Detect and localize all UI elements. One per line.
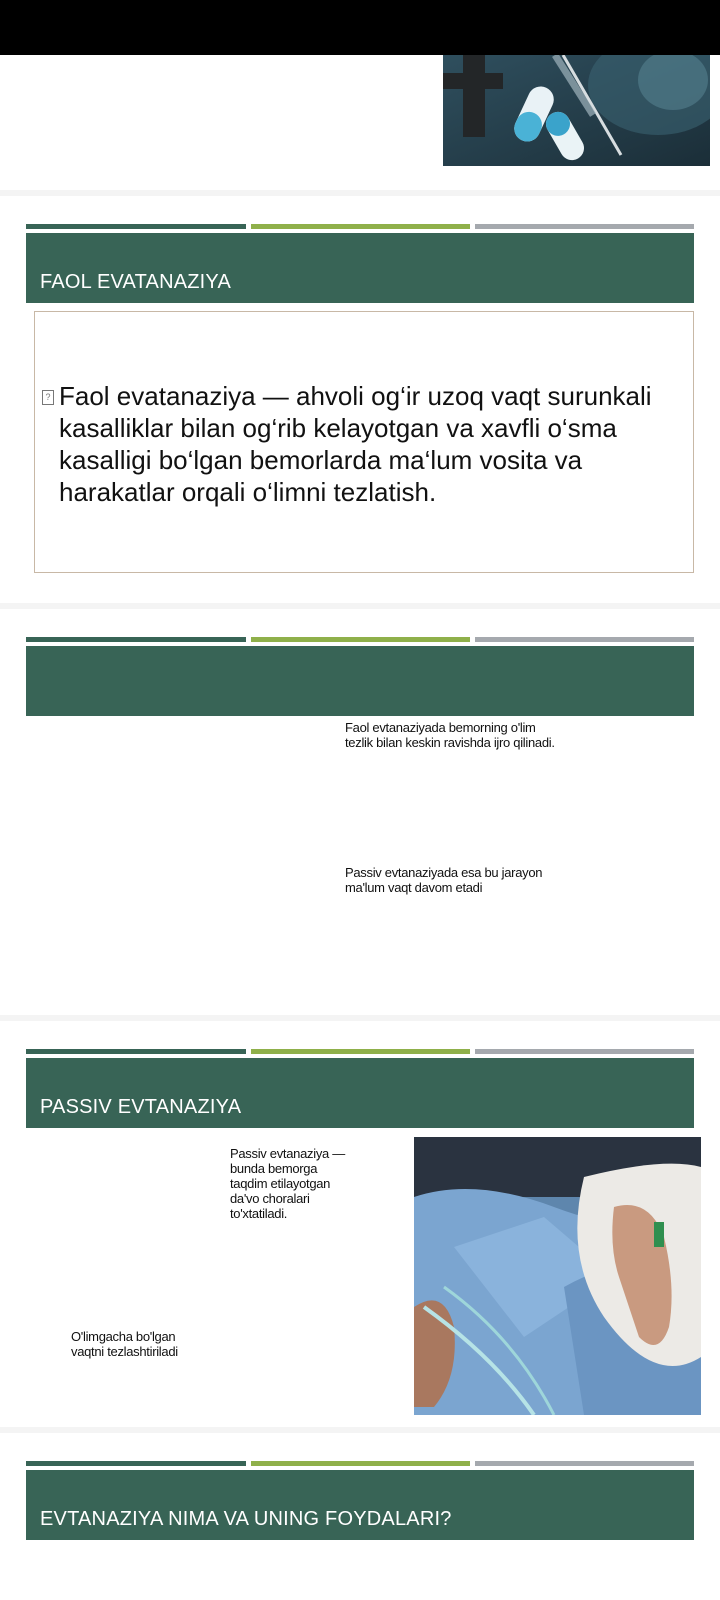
- title-band: [26, 233, 694, 303]
- slide-2: [0, 196, 720, 603]
- status-bar: [0, 0, 720, 55]
- accent-bars: [26, 1461, 694, 1467]
- accent-bar-gray: [475, 637, 694, 642]
- title-band: [26, 1470, 694, 1540]
- accent-bar-green: [251, 637, 470, 642]
- bullet-text: Faol evatanaziya — ahvoli og‘ir uzoq vaqt surunkali kasalliklar bilan og‘rib kelayotgan va xavfli o‘sma kasalligi bo‘lgan bemorlarda ma‘lum vosita va harakatlar orqali o‘limni tezlatish.: [59, 381, 652, 507]
- text-passive-euthanasia: Passiv evtanaziyada esa bu jarayon ma'lum vaqt davom etadi: [345, 865, 543, 895]
- accent-bar-green: [251, 1461, 470, 1466]
- accent-bar-dark: [26, 224, 246, 229]
- accent-bar-gray: [475, 1461, 694, 1466]
- text-time-acceleration: O'limgacha bo'lgan vaqtni tezlashtiriladi: [71, 1329, 178, 1359]
- slide-3: [0, 609, 720, 1015]
- text-active-euthanasia: Faol evtanaziyada bemorning o'lim tezlik bilan keskin ravishda ijro qilinadi.: [345, 720, 555, 750]
- slide-4: [0, 1021, 720, 1427]
- accent-bar-dark: [26, 637, 246, 642]
- text-passive-definition: Passiv evtanaziya — bunda bemorga taqdim etilayotgan da'vo choralari to'xtatiladi.: [230, 1146, 345, 1221]
- accent-bars: [26, 637, 694, 643]
- title-band: [26, 1058, 694, 1128]
- accent-bar-gray: [475, 224, 694, 229]
- accent-bars: [26, 1049, 694, 1055]
- accent-bar-gray: [475, 1049, 694, 1054]
- title-band: [26, 646, 694, 716]
- slide-1: [0, 55, 720, 190]
- slide-title: PASSIV EVTANAZIYA: [40, 1096, 242, 1118]
- content-box: [34, 311, 694, 573]
- accent-bar-dark: [26, 1049, 246, 1054]
- pills-cross-syringe-image: [443, 55, 710, 166]
- hospital-patient-image: [414, 1137, 701, 1415]
- slide-5: [0, 1433, 720, 1600]
- accent-bars: [26, 224, 694, 230]
- slide-title: FAOL EVATANAZIYA: [40, 271, 232, 293]
- bullet-icon: ?: [42, 390, 54, 405]
- accent-bar-dark: [26, 1461, 246, 1466]
- slide-title: EVTANAZIYA NIMA VA UNING FOYDALARI?: [40, 1508, 452, 1530]
- accent-bar-green: [251, 1049, 470, 1054]
- accent-bar-green: [251, 224, 470, 229]
